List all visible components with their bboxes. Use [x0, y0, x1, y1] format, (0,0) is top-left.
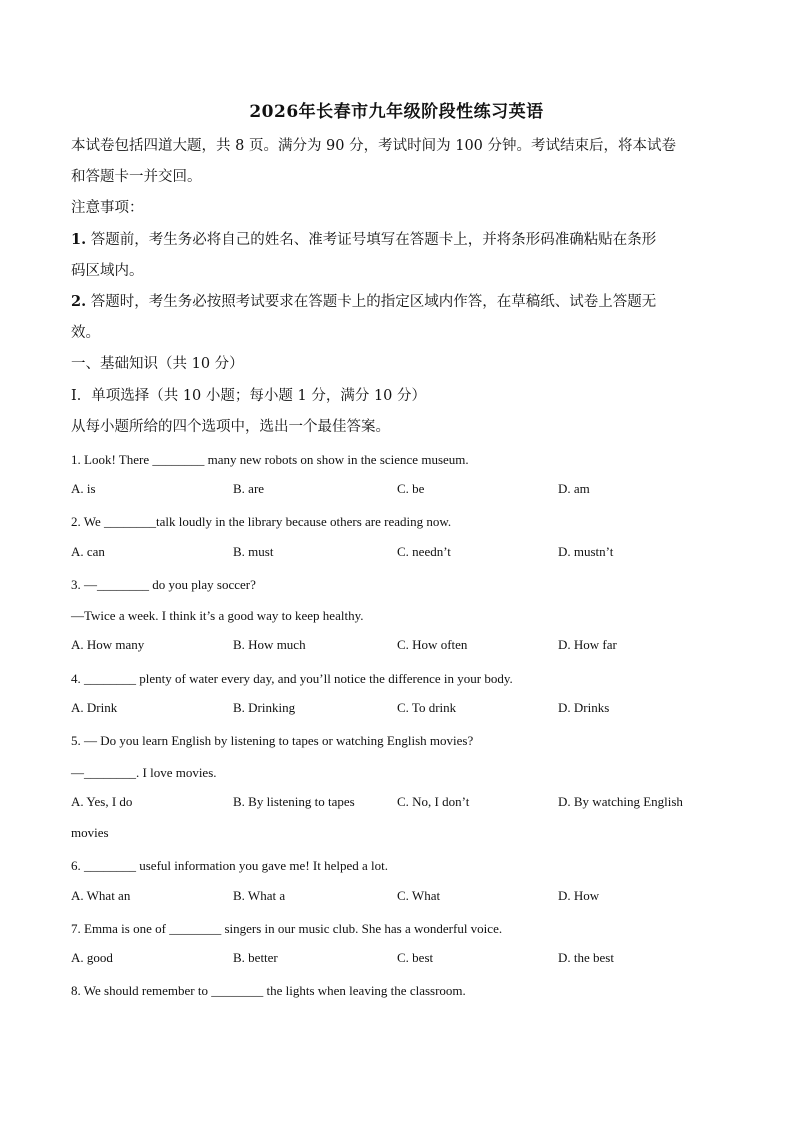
question-2-stem: 2. We ________talk loudly in the library because others are reading now. [71, 514, 452, 529]
question-5-option-d: D. By watching English [558, 794, 683, 809]
notice-heading: 注意事项： [71, 200, 144, 216]
question-1-stem: 1. Look! There ________ many new robots on show in the science museum. [71, 452, 469, 467]
question-3-option-a: A. How many [71, 637, 145, 652]
question-3-option-c: C. How often [397, 637, 468, 652]
notice-2-number: 2. [71, 293, 87, 310]
notice-1-text: 答题前，考生务必将自己的姓名、准考证号填写在答题卡上，并将条形码准确粘贴在条形 [90, 232, 657, 248]
notice-2-text: 答题时，考生务必按照考试要求在答题卡上的指定区域内作答，在草稿纸、试卷上答题无 [90, 294, 657, 310]
question-6-stem: 6. ________ useful information you gave me! It helped a lot. [71, 858, 388, 873]
page-title: 2026年长春市九年级阶段性练习英语 [249, 102, 544, 122]
question-3-response: —Twice a week. I think it’s a good way to keep healthy. [71, 608, 364, 623]
question-1-option-b: B. are [233, 481, 265, 496]
question-7-option-b: B. better [233, 950, 278, 965]
question-6-option-a: A. What an [71, 888, 131, 903]
question-6-option-b: B. What a [233, 888, 286, 903]
intro-line-1: 本试卷包括四道大题，共 8 页。满分为 90 分，考试时间为 100 分钟。考试结束后，将本试卷 [71, 138, 677, 154]
question-6-option-c: C. What [397, 888, 441, 903]
notice-1-line-1 [71, 230, 656, 250]
question-2-option-c: C. needn’t [397, 544, 451, 559]
instruction-text: 从每小题所给的四个选项中，选出一个最佳答案。 [71, 419, 390, 435]
question-3-option-b: B. How much [233, 637, 306, 652]
question-5-option-c: C. No, I don’t [397, 794, 470, 809]
question-2-option-b: B. must [233, 544, 274, 559]
question-5-response: —________. I love movies. [71, 765, 217, 780]
question-4-option-d: D. Drinks [558, 700, 610, 715]
question-8-stem: 8. We should remember to ________ the lights when leaving the classroom. [71, 983, 466, 998]
question-1-option-a: A. is [71, 481, 96, 496]
part-heading: Ⅰ．单项选择（共 10 小题；每小题 1 分，满分 10 分） [71, 388, 427, 404]
question-7-option-a: A. good [71, 950, 113, 965]
question-7-option-c: C. best [397, 950, 434, 965]
question-3-option-d: D. How far [558, 637, 617, 652]
question-4-stem: 4. ________ plenty of water every day, and you’ll notice the difference in your body. [71, 671, 513, 686]
question-4-option-a: A. Drink [71, 700, 118, 715]
question-7-option-d: D. the best [558, 950, 614, 965]
section-heading: 一、基础知识（共 10 分） [71, 356, 244, 372]
question-6-option-d: D. How [558, 888, 600, 903]
notice-2-line-2: 效。 [71, 325, 100, 341]
question-5-option-b: B. By listening to tapes [233, 794, 355, 809]
intro-line-2: 和答题卡一并交回。 [71, 169, 202, 185]
question-7-stem: 7. Emma is one of ________ singers in our music club. She has a wonderful voice. [71, 921, 503, 936]
notice-1-line-2: 码区域内。 [71, 263, 144, 279]
notice-1-number: 1. [71, 231, 87, 248]
question-4-option-b: B. Drinking [233, 700, 296, 715]
question-1-option-d: D. am [558, 481, 590, 496]
question-1-option-c: C. be [397, 481, 425, 496]
question-5-stem: 5. — Do you learn English by listening to tapes or watching English movies? [71, 733, 474, 748]
question-2-option-d: D. mustn’t [558, 544, 614, 559]
question-5-option-a: A. Yes, I do [71, 794, 133, 809]
notice-2-line-1 [71, 292, 656, 312]
question-5-option-d-continued: movies [71, 825, 109, 840]
question-2-option-a: A. can [71, 544, 105, 559]
question-3-stem: 3. —________ do you play soccer? [71, 577, 256, 592]
question-4-option-c: C. To drink [397, 700, 457, 715]
